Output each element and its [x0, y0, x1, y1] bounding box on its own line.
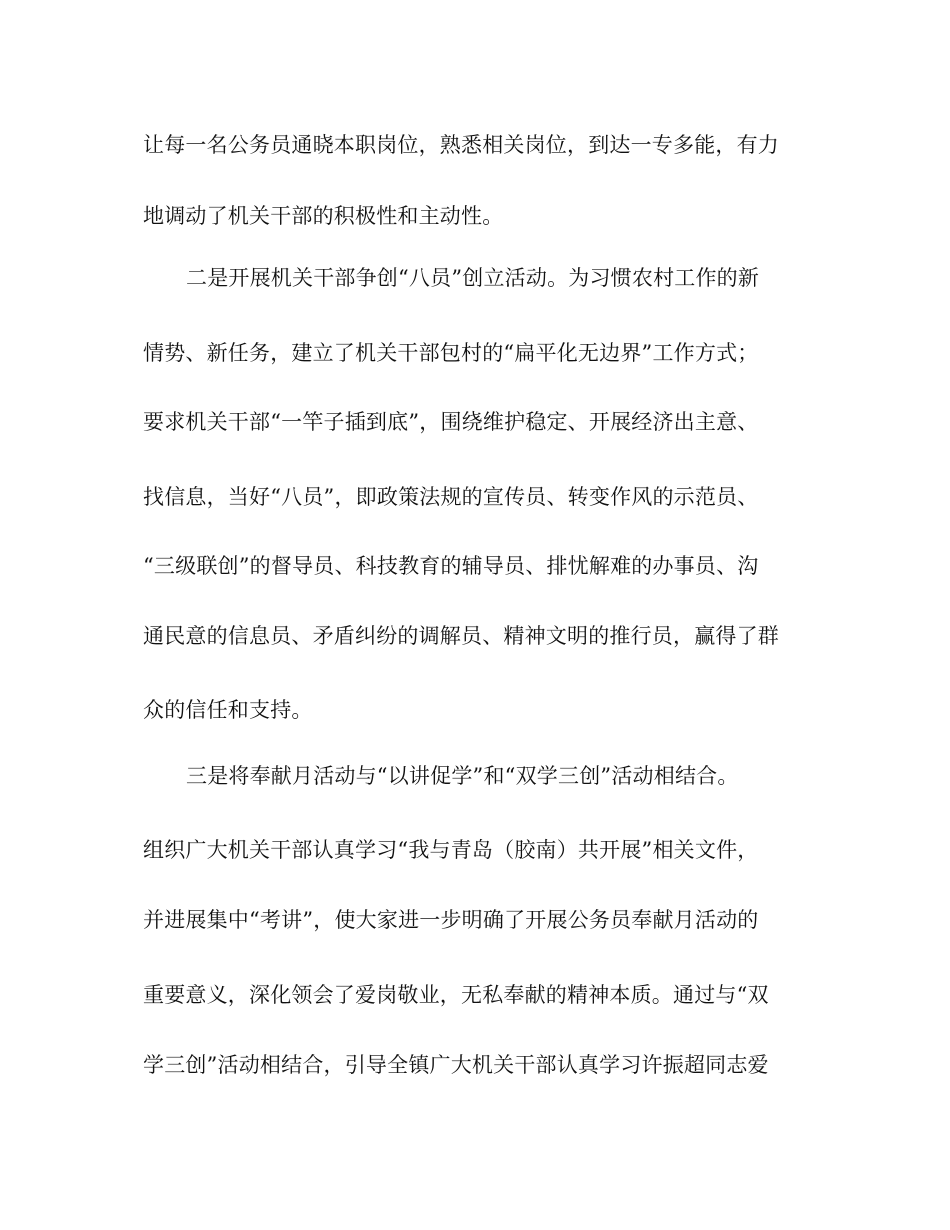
text-line: 众的信任和支持。: [143, 698, 313, 722]
paragraph-start-line: 二是开展机关干部争创“八员”创立活动。为习惯农村工作的新: [186, 266, 760, 290]
text-line: 并进展集中“考讲”，使大家进一步明确了开展公务员奉献月活动的: [143, 908, 759, 932]
text-line: 学三创”活动相结合，引导全镇广大机关干部认真学习许振超同志爱: [143, 1053, 769, 1077]
text-line: 要求机关干部“一竿子插到底”，围绕维护稳定、开展经济出主意、: [143, 410, 759, 434]
text-line: 情势、新任务，建立了机关干部包村的“扁平化无边界”工作方式；: [143, 341, 759, 365]
text-line: 组织广大机关干部认真学习“我与青岛（胶南）共开展”相关文件，: [143, 838, 759, 862]
text-line: “三级联创”的督导员、科技教育的辅导员、排忧解难的办事员、沟: [143, 554, 759, 578]
text-line: 让每一名公务员通晓本职岗位，熟悉相关岗位，到达一专多能，有力: [143, 133, 779, 157]
text-line: 重要意义，深化领会了爱岗敬业，无私奉献的精神本质。通过与“双: [143, 983, 769, 1007]
text-line: 地调动了机关干部的积极性和主动性。: [143, 204, 504, 228]
text-line: 通民意的信息员、矛盾纠纷的调解员、精神文明的推行员，赢得了群: [143, 624, 779, 648]
text-line: 找信息，当好“八员”，即政策法规的宣传员、转变作风的示范员、: [143, 485, 759, 509]
paragraph-start-line: 三是将奉献月活动与“以讲促学”和“双学三创”活动相结合。: [186, 764, 739, 788]
